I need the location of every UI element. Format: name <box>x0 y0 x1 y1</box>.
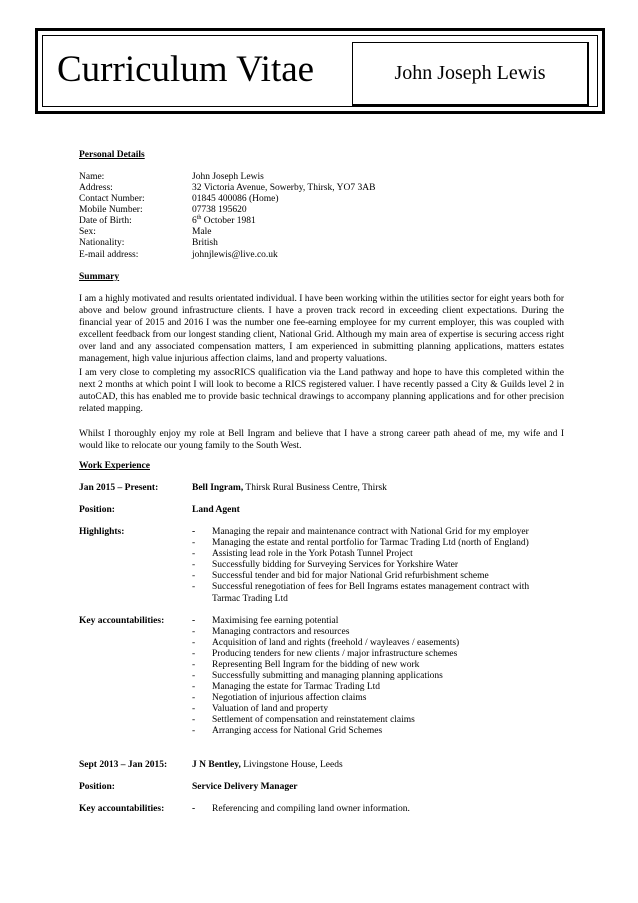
list-item: Managing contractors and resources <box>212 627 350 637</box>
job1-employer-line <box>192 483 387 494</box>
dob-rest: October 1981 <box>201 216 256 226</box>
list-item: Managing the estate for Tarmac Trading Ltd <box>212 682 381 692</box>
list-item: Maximising fee earning potential <box>212 616 339 626</box>
summary-heading: Summary <box>79 272 120 282</box>
label-address: Address: <box>79 183 113 193</box>
list-item: Referencing and compiling land owner information. <box>212 804 410 814</box>
bullet-dash: - <box>192 571 196 581</box>
label-email: E-mail address: <box>79 250 139 260</box>
bullet-dash: - <box>192 704 196 714</box>
job2-employer: J N Bentley, <box>192 760 241 770</box>
job1-location: Thirsk Rural Business Centre, Thirsk <box>243 483 387 493</box>
value-email: johnjlewis@live.co.uk <box>192 250 278 260</box>
value-mobile-number: 07738 195620 <box>192 205 247 215</box>
list-item: Acquisition of land and rights (freehold / wayleaves / easements) <box>212 638 460 648</box>
value-name: John Joseph Lewis <box>192 172 264 182</box>
bullet-dash: - <box>192 549 196 559</box>
bullet-dash: - <box>192 726 196 736</box>
label-date-of-birth: Date of Birth: <box>79 216 132 226</box>
cv-header-inner-border <box>42 35 598 107</box>
list-item: Negotiation of injurious affection claims <box>212 693 367 703</box>
label-nationality: Nationality: <box>79 238 125 248</box>
job2-key-accountabilities-label: Key accountabilities: <box>79 804 165 814</box>
list-item: Producing tenders for new clients / major infrastructure schemes <box>212 649 458 659</box>
list-item: Successful renegotiation of fees for Bell Ingrams estates management contract with <box>212 582 530 592</box>
job2-position: Service Delivery Manager <box>192 782 298 792</box>
job1-employer: Bell Ingram, <box>192 483 244 493</box>
bullet-dash: - <box>192 660 196 670</box>
job1-key-accountabilities-label: Key accountabilities: <box>79 616 165 626</box>
dob-day: 6 <box>192 216 197 226</box>
list-item: Managing the estate and rental portfolio for Tarmac Trading Ltd (north of England) <box>212 538 529 548</box>
bullet-dash: - <box>192 715 196 725</box>
list-item: Managing the repair and maintenance contract with National Grid for my employer <box>212 527 529 537</box>
label-contact-number: Contact Number: <box>79 194 145 204</box>
work-experience-heading: Work Experience <box>79 461 150 471</box>
bullet-dash: - <box>192 582 196 592</box>
bullet-dash: - <box>192 638 196 648</box>
summary-paragraph-3: Whilst I thoroughly enjoy my role at Bell Ingram and believe that I have a strong career path ahead of me, my wife and I would like to relocate our young family to the South West. <box>79 429 564 451</box>
value-address: 32 Victoria Avenue, Sowerby, Thirsk, YO7 3AB <box>192 183 376 193</box>
bullet-dash: - <box>192 560 196 570</box>
label-sex: Sex: <box>79 227 96 237</box>
bullet-dash: - <box>192 649 196 659</box>
bullet-dash: - <box>192 671 196 681</box>
value-nationality: British <box>192 238 218 248</box>
cv-title: Curriculum Vitae <box>57 49 315 90</box>
personal-details-heading: Personal Details <box>79 150 145 160</box>
bullet-dash: - <box>192 682 196 692</box>
bullet-dash: - <box>192 527 196 537</box>
list-item-continuation: Tarmac Trading Ltd <box>212 594 288 604</box>
list-item: Valuation of land and property <box>212 704 329 714</box>
bullet-dash: - <box>192 804 196 814</box>
summary-paragraph-2: I am very close to completing my assocRICS qualification via the Land pathway and hope to have this completed within the next 2 months at which point I will look to become a RICS registered valuer. I have recently passed a City & Guilds level 2 in autoCAD, this has enabled me to provide basic technical drawings to accompany planning applications and for other precision related mapping. <box>79 368 564 414</box>
label-mobile-number: Mobile Number: <box>79 205 143 215</box>
list-item: Assisting lead role in the York Potash Tunnel Project <box>212 549 413 559</box>
list-item: Successfully bidding for Surveying Services for Yorkshire Water <box>212 560 459 570</box>
bullet-dash: - <box>192 693 196 703</box>
value-contact-number: 01845 400086 (Home) <box>192 194 279 204</box>
bullet-dash: - <box>192 616 196 626</box>
value-date-of-birth <box>192 216 256 227</box>
job2-dates: Sept 2013 – Jan 2015: <box>79 760 168 770</box>
job1-position: Land Agent <box>192 505 240 515</box>
job1-highlights-label: Highlights: <box>79 527 125 537</box>
list-item: Successful tender and bid for major National Grid refurbishment scheme <box>212 571 489 581</box>
job2-employer-line <box>192 760 343 771</box>
list-item: Representing Bell Ingram for the bidding of new work <box>212 660 420 670</box>
summary-paragraph-1: I am a highly motivated and results orientated individual. I have been working within the utilities sector for eight years both for above and below ground infrastructure clients. I have a proven track record in exceeding client expectations. During the financial year of 2015 and 2016 I was the number one fee-earning employee for my current employer, this was coupled with excellent feedback from our longest standing client, National Grid. Although my main area of expertise is securing access right over land and any associated compensation matters, I am experienced in submitting planning applications, matters estates management, high value injurious affection claims, land and property valuations. <box>79 294 564 364</box>
dob-suffix: th <box>196 214 202 221</box>
candidate-name-box <box>352 42 589 106</box>
value-sex: Male <box>192 227 212 237</box>
job1-dates: Jan 2015 – Present: <box>79 483 159 493</box>
job2-position-label: Position: <box>79 782 115 792</box>
list-item: Settlement of compensation and reinstatement claims <box>212 715 415 725</box>
cv-header <box>35 28 605 114</box>
list-item: Arranging access for National Grid Schemes <box>212 726 383 736</box>
job1-position-label: Position: <box>79 505 115 515</box>
list-item: Successfully submitting and managing planning applications <box>212 671 443 681</box>
bullet-dash: - <box>192 538 196 548</box>
label-name: Name: <box>79 172 105 182</box>
job2-location: Livingstone House, Leeds <box>240 760 343 770</box>
candidate-name: John Joseph Lewis <box>394 62 546 84</box>
bullet-dash: - <box>192 627 196 637</box>
